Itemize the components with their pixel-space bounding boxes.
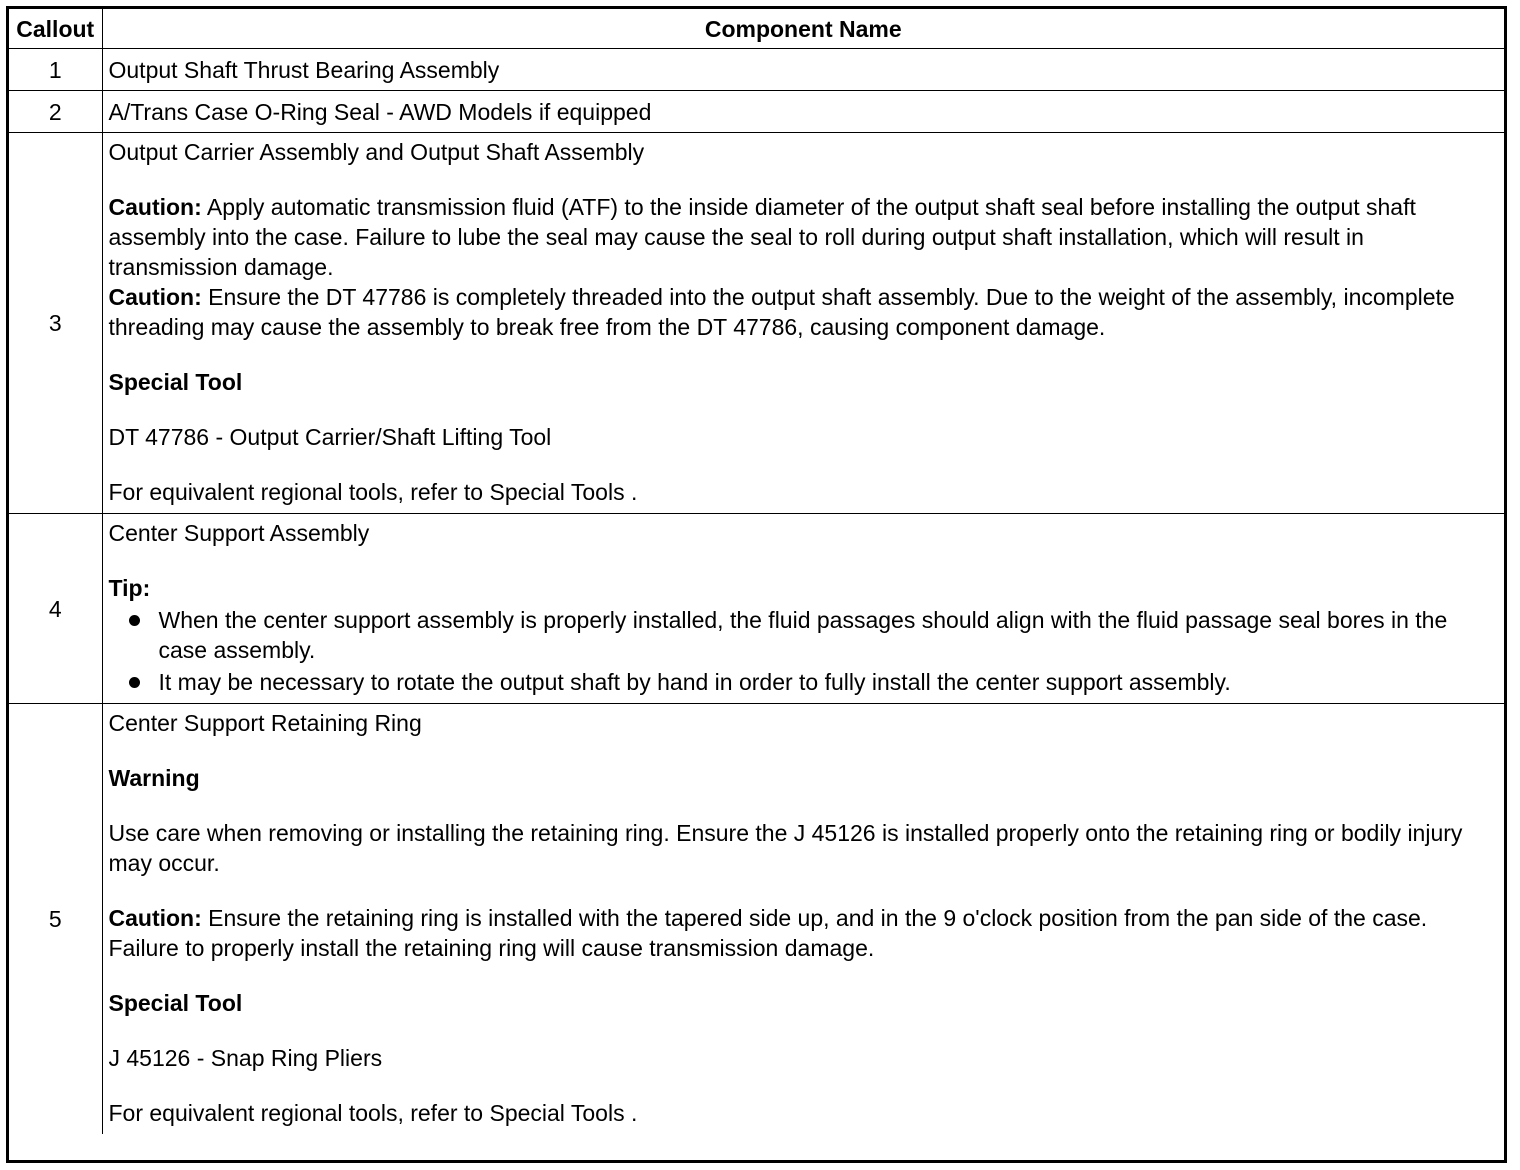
callout-number: 4 [9,514,102,704]
callout-number: 3 [9,133,102,514]
component-name: Output Carrier Assembly and Output Shaft Assembly [108,139,645,165]
caution-paragraph [109,282,1495,342]
header-callout: Callout [9,9,102,49]
warning-heading: Warning [108,765,200,791]
component-table-frame [6,6,1507,1163]
caution-label: Caution: [108,284,202,310]
callout-number: 5 [9,704,102,1135]
component-name: Center Support Assembly [108,520,370,546]
caution-text: Ensure the retaining ring is installed with the tapered side up, and in the 9 o'clock position from the pan side of the case. Failure to properly install the retaining ring will cause transmission damage. [108,905,1428,961]
component-details [102,704,1504,1135]
callout-number: 2 [9,91,102,133]
component-details [102,133,1504,514]
special-tool-heading: Special Tool [108,369,243,395]
bullet-icon [129,615,140,626]
table-row [9,133,1504,514]
table-header-row [9,9,1504,49]
special-tool-heading: Special Tool [108,990,243,1016]
component-name: A/Trans Case O-Ring Seal - AWD Models if equipped [102,91,1504,133]
component-table [9,9,1504,1134]
table-row [9,91,1504,133]
caution-text: Ensure the DT 47786 is completely threaded into the output shaft assembly. Due to the weight of the assembly, incomplete threading may cause the assembly to break free from the DT 47786, causing component damage. [108,284,1455,340]
regional-tools-note: For equivalent regional tools, refer to Special Tools . [108,479,638,505]
tip-heading: Tip: [108,575,151,601]
caution-label: Caution: [108,194,202,220]
regional-tools-note: For equivalent regional tools, refer to Special Tools . [108,1100,638,1126]
caution-text: Apply automatic transmission fluid (ATF) to the inside diameter of the output shaft seal before installing the output shaft assembly into the case. Failure to lube the seal may cause the seal to roll during output shaft installation, which will result in transmission damage. [108,194,1416,280]
table-row [9,49,1504,91]
special-tool-name: DT 47786 - Output Carrier/Shaft Lifting Tool [108,424,552,450]
caution-label: Caution: [108,905,202,931]
table-row [9,704,1504,1135]
tip-item: It may be necessary to rotate the output shaft by hand in order to fully install the center support assembly. [109,667,1495,697]
tip-list [109,605,1495,697]
component-name: Output Shaft Thrust Bearing Assembly [102,49,1504,91]
tip-item: When the center support assembly is properly installed, the fluid passages should align with the fluid passage seal bores in the case assembly. [109,605,1495,665]
table-row [9,514,1504,704]
warning-text: Use care when removing or installing the retaining ring. Ensure the J 45126 is installed properly onto the retaining ring or bodily injury may occur. [108,820,1463,876]
caution-paragraph [109,903,1495,963]
bullet-icon [129,677,140,688]
special-tool-name: J 45126 - Snap Ring Pliers [108,1045,383,1071]
component-name: Center Support Retaining Ring [108,710,422,736]
header-component-name: Component Name [102,9,1504,49]
component-details [102,514,1504,704]
caution-paragraph [109,192,1495,282]
callout-number: 1 [9,49,102,91]
